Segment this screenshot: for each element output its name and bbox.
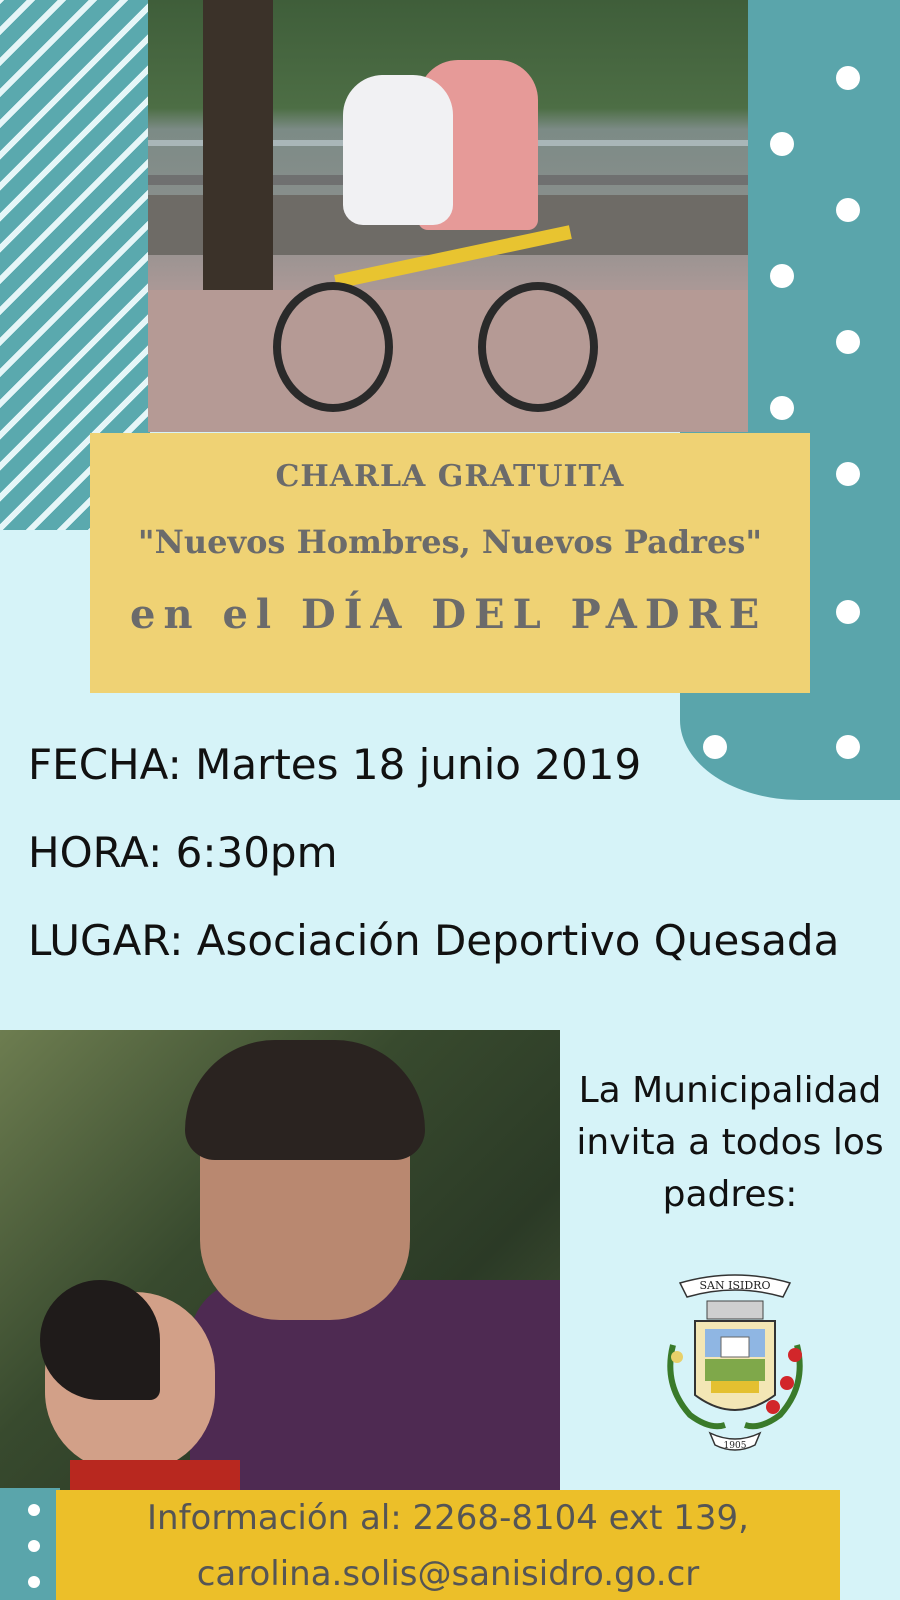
photo-bike-wheel <box>273 282 393 412</box>
decorative-dot <box>836 330 860 354</box>
decorative-dot <box>836 735 860 759</box>
title-talk-name: "Nuevos Hombres, Nuevos Padres" <box>137 523 763 561</box>
decorative-dot <box>28 1504 40 1516</box>
decorative-dot <box>770 396 794 420</box>
invitation-line: La Municipalidad <box>578 1070 882 1111</box>
event-details <box>28 740 839 1004</box>
decorative-dot <box>28 1540 40 1552</box>
photo-bike-wheel <box>478 282 598 412</box>
crest-banner-text: SAN ISIDRO <box>699 1279 771 1292</box>
father-daughter-bike-photo <box>148 0 748 432</box>
title-free-talk: CHARLA GRATUITA <box>275 459 625 494</box>
invitation-line: invita a todos los <box>576 1122 884 1163</box>
decorative-dot <box>770 264 794 288</box>
municipality-crest-icon <box>655 1265 815 1465</box>
decorative-dot <box>28 1576 40 1588</box>
decorative-dot <box>836 66 860 90</box>
event-location: LUGAR: Asociación Deportivo Quesada <box>28 916 840 965</box>
crest-year-text: 1905 <box>723 1441 747 1451</box>
event-time: HORA: 6:30pm <box>28 828 338 877</box>
contact-email[interactable]: carolina.solis@sanisidro.go.cr <box>196 1554 700 1594</box>
photo-tree-trunk <box>203 0 273 320</box>
teal-decoration-strip <box>0 1488 60 1600</box>
photo-son-shirt <box>70 1460 240 1490</box>
father-son-photo <box>0 1030 560 1490</box>
event-date: FECHA: Martes 18 junio 2019 <box>28 740 642 789</box>
photo-son-hair <box>40 1280 160 1400</box>
photo-father-hair <box>185 1040 425 1160</box>
contact-info-bar <box>56 1490 840 1600</box>
decorative-dot <box>770 132 794 156</box>
invitation-line: padres: <box>662 1174 798 1215</box>
decorative-dot <box>836 600 860 624</box>
decorative-dot <box>836 462 860 486</box>
photo-paving <box>148 290 748 432</box>
title-fathers-day-prefix: en el <box>130 591 302 638</box>
title-box <box>90 433 810 693</box>
invitation-text <box>560 1065 900 1221</box>
photo-daughter <box>343 75 453 225</box>
title-fathers-day <box>130 591 767 638</box>
title-fathers-day-strong: DÍA DEL PADRE <box>301 591 768 638</box>
decorative-dot <box>836 198 860 222</box>
contact-phone: Información al: 2268-8104 ext 139, <box>147 1498 749 1538</box>
